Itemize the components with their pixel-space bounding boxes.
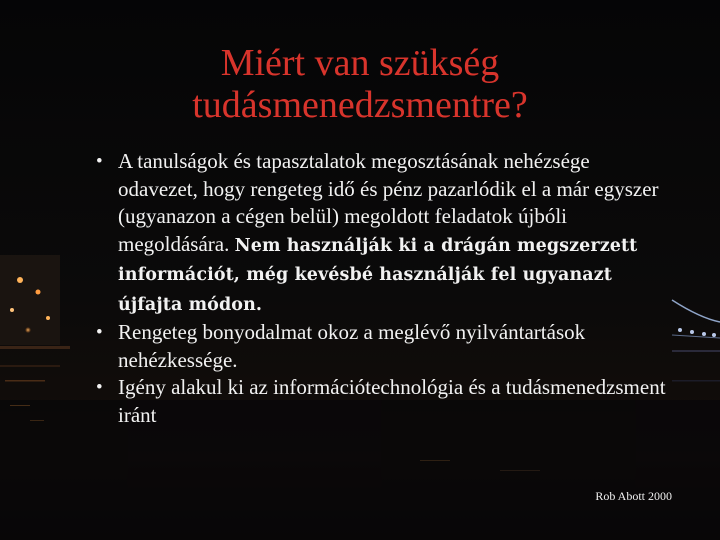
bullet-marker: • (96, 322, 103, 343)
slide-title (120, 42, 600, 126)
title-line-1: Miért van szükség (220, 42, 500, 84)
bullet-item-1 (96, 148, 674, 319)
footer-credit: Rob Abott 2000 (595, 489, 672, 503)
bullet-marker: • (96, 151, 103, 172)
bullet-text: A tanulságok és tapasztalatok megosztásának nehézsége odavezet, hogy rengeteg idő és pénz pazarlódik el a már egyszer (ugyanazon a cégen belül) megoldott feladatok újbóli megoldására. (118, 149, 659, 256)
bullet-text: Igény alakul ki az információtechnológia és a tudásmenedzsment iránt (118, 375, 666, 427)
bullet-text: Rengeteg bonyodalmat okoz a meglévő nyilvántartások nehézkessége. (118, 320, 586, 372)
bullet-bold-text: Nem használják ki a drágán megszerzett információt, még kevésbé használják fel ugyanazt újfajta módon. (118, 235, 638, 315)
title-line-2: tudásmenedzsmentre? (192, 84, 528, 126)
bullet-item-3 (96, 374, 674, 429)
bullet-marker: • (96, 377, 103, 398)
bullet-item-2 (96, 319, 674, 374)
bullet-list (96, 148, 674, 429)
